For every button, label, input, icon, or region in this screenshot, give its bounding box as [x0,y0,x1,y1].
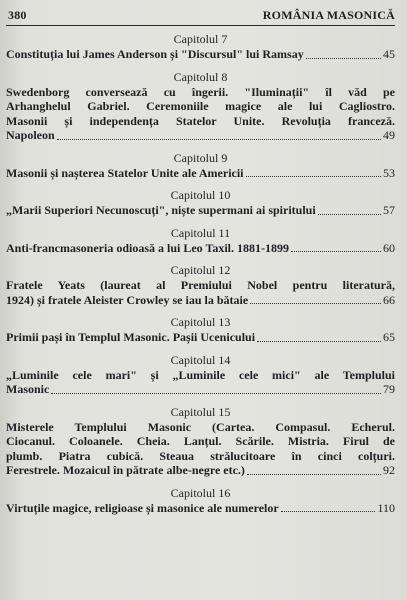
entry-page-number: 66 [383,292,395,307]
entry-title-line: „Marii Superiori Necunoscuți", niște supermani ai spiritului [6,203,316,217]
toc-entry [6,70,395,143]
entry-title-line: Anti-francmasoneria odioasă a lui Leo Taxil. 1881-1899 [6,240,290,255]
entry-spacer [6,180,395,188]
chapter-heading: Capitolul 12 [170,263,231,277]
entry-title-line: 1924) și fratele Aleister Crowley se iau la bătaie [6,292,249,307]
dot-leader [250,303,381,304]
entry-page-number: 53 [383,165,395,180]
header-rule [6,25,395,26]
entry-title-line: Swedenborg conversează cu îngerii. "Iluminații" îl văd pe [6,84,395,99]
dot-leader [318,214,381,215]
dot-leader [306,58,381,59]
entry-title-final-line [6,128,395,143]
entry-page-number: 92 [383,463,395,477]
entry-title-line: Ferestrele. Mozaicul în pătrate albe-negre etc.) [6,463,245,477]
chapter-heading: Capitolul 7 [173,32,228,46]
toc-entry [6,315,395,345]
dot-leader [281,511,376,512]
entry-spacer [6,478,395,486]
chapter-heading: Capitolul 13 [170,315,231,329]
chapter-heading: Capitolul 11 [170,225,231,240]
entry-page-number: 57 [383,203,395,217]
entry-page-number: 45 [383,47,395,61]
dot-leader [247,474,381,475]
entry-title-line: Primii pași în Templul Masonic. Pașii Ucenicului [6,330,256,344]
entry-title-line: Masonic [6,382,50,396]
entry-title-line: „Luminile cele mari" și „Luminile cele mici" ale Templului [6,367,395,382]
chapter-heading: Capitolul 8 [173,69,228,84]
dot-leader [57,139,381,140]
entry-title-line: Constituția lui James Anderson și "Discursul" lui Ramsay [6,47,304,61]
entry-spacer [6,143,395,151]
entry-title-final-line [6,241,395,256]
page-number: 380 [8,8,27,22]
entry-title-final-line [6,166,395,181]
running-title: ROMÂNIA MASONICĂ [262,8,395,22]
entry-title-final-line [6,501,395,516]
entry-spacer [6,397,395,405]
entry-spacer [6,218,395,226]
entry-page-number: 49 [383,128,395,142]
chapter-heading: Capitolul 10 [170,188,231,202]
toc-entry [6,263,395,307]
entry-title-final-line [6,47,395,62]
dot-leader [257,341,381,342]
dot-leader [246,176,381,177]
entry-title-line: Virtuțile magice, religioase și masonice ale numerelor [6,500,279,515]
entry-page-number: 65 [383,330,395,344]
chapter-heading: Capitolul 16 [170,485,231,500]
toc-entry [6,226,395,256]
dot-leader [51,393,381,394]
toc-entry [6,151,395,181]
entry-title-final-line [6,463,395,478]
entry-spacer [6,307,395,315]
page-header [6,8,395,25]
chapter-heading: Capitolul 9 [173,150,228,165]
entry-spacer [6,255,395,263]
entry-spacer [6,345,395,353]
entry-title-final-line [6,330,395,345]
entry-title-line: Ciocanul. Coloanele. Cheia. Lanțul. Scările. Mistria. Firul de [6,434,395,448]
entry-page-number: 110 [377,500,395,515]
entry-title-line: Fratele Yeats (laureat al Premiului Nobel pentru literatură, [6,278,395,292]
entry-title-line: Masonii și nașterea Statelor Unite ale Americii [6,165,244,180]
entry-page-number: 79 [383,382,395,396]
toc-entry [6,32,395,62]
entry-page-number: 60 [383,240,395,255]
entry-title-line: Arhanghelul Gabriel. Ceremoniile magice ale lui Cagliostro. [6,99,395,113]
toc-entry [6,486,395,516]
entry-title-line: Masonii și independența Statelor Unite. Revoluția franceză. [6,113,395,128]
entry-spacer [6,62,395,70]
entry-title-line: plumb. Piatra cubică. Steaua strălucitoare în cinci colțuri. [6,448,395,463]
entry-title-final-line [6,382,395,397]
entry-title-final-line [6,203,395,218]
entry-title-line: Misterele Templului Masonic (Cartea. Compasul. Echerul. [6,419,395,434]
dot-leader [291,251,381,252]
entry-title-line: Napoleon [6,128,55,142]
chapter-heading: Capitolul 14 [170,352,231,367]
toc-entry [6,188,395,218]
chapter-heading: Capitolul 15 [170,404,231,419]
toc-entry [6,353,395,397]
table-of-contents [6,32,395,515]
toc-entry [6,405,395,478]
entry-title-final-line [6,293,395,308]
